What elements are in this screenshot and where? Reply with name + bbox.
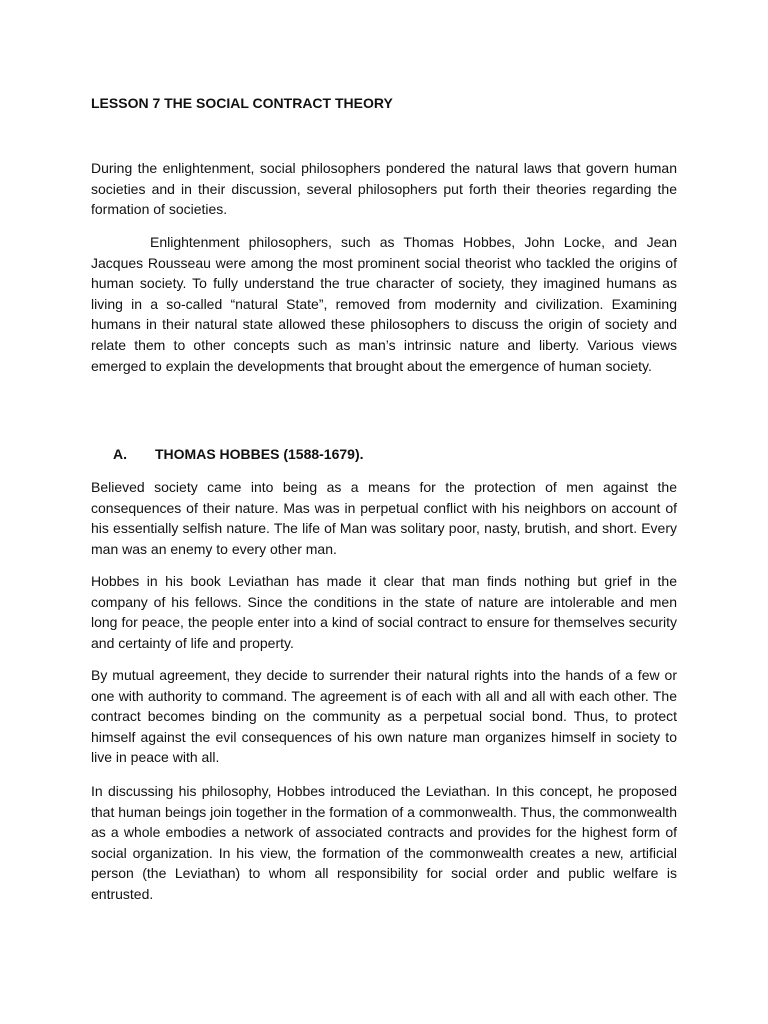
document-page: [91, 0, 677, 1024]
hobbes-paragraph-3: By mutual agreement, they decide to surrender their natural rights into the hands of a few or one with authority to command. The agreement is of each with all and all with each other. The contract becomes binding on the community as a perpetual social bond. Thus, to protect himself against the evil consequences of his own nature man organizes himself in society to live in peace with all.: [91, 667, 677, 766]
section-a-title: THOMAS HOBBES (1588-1679).: [155, 446, 364, 462]
intro-paragraph-1: During the enlightenment, social philosophers pondered the natural laws that govern human societies and in their discussion, several philosophers put forth their theories regarding the formation of societies.: [91, 160, 677, 218]
hobbes-paragraph-2: Hobbes in his book Leviathan has made it clear that man finds nothing but grief in the company of his fellows. Since the conditions in the state of nature are intolerable and men long for peace, the people enter into a kind of social contract to ensure for themselves security and certainty of life and property.: [91, 573, 677, 651]
intro-paragraph-2: Enlightenment philosophers, such as Thomas Hobbes, John Locke, and Jean Jacques Rousseau were among the most prominent social theorist who tackled the origins of human society. To fully understand the true character of society, they imagined humans as living in a so-called “natural State”, removed from modernity and civilization. Examining humans in their natural state allowed these philosophers to discuss the origin of society and relate them to other concepts such as man’s intrinsic nature and liberty. Various views emerged to explain the developments that brought about the emergence of human society.: [91, 234, 677, 374]
section-a-marker: A.: [113, 446, 127, 462]
hobbes-paragraph-1: Believed society came into being as a means for the protection of men against the consequences of their nature. Mas was in perpetual conflict with his neighbors on account of his essentially selfish nature. The life of Man was solitary poor, nasty, brutish, and short. Every man was an enemy to every other man.: [91, 479, 677, 557]
hobbes-paragraph-4: In discussing his philosophy, Hobbes introduced the Leviathan. In this concept, he proposed that human beings join together in the formation of a commonwealth. Thus, the commonwealth as a whole embodies a network of associated contracts and provides for the highest form of social organization. In his view, the formation of the commonwealth creates a new, artificial person (the Leviathan) to whom all responsibility for social order and public welfare is entrusted.: [91, 783, 677, 902]
section-a-heading: [91, 444, 364, 464]
lesson-title: LESSON 7 THE SOCIAL CONTRACT THEORY: [91, 95, 393, 111]
